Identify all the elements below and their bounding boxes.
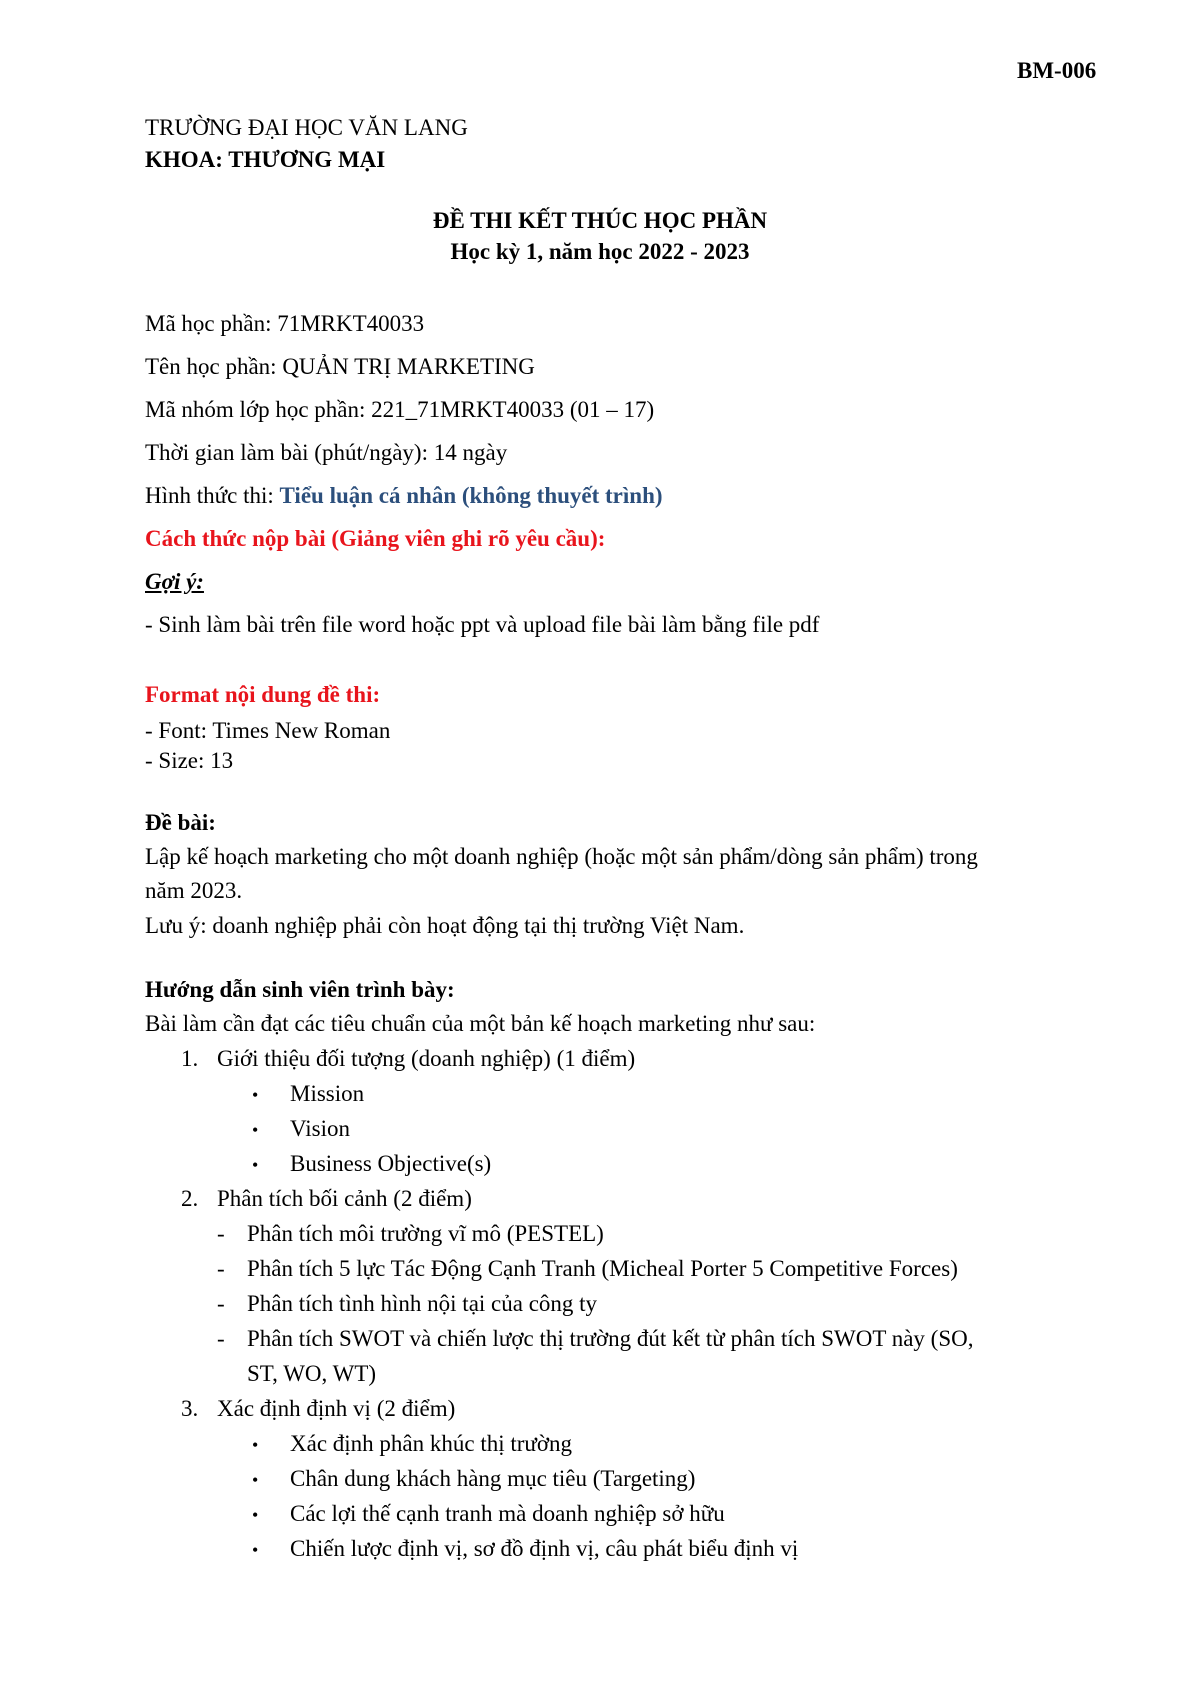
list-item: Chiến lược định vị, sơ đồ định vị, câu phát biểu định vị <box>290 1536 799 1561</box>
guide-heading: Hướng dẫn sinh viên trình bày: <box>145 977 455 1002</box>
bullet-icon: • <box>252 1435 259 1455</box>
section-3-item-1 <box>252 1429 572 1460</box>
section-number: 1. <box>181 1046 199 1071</box>
hint-text: - Sinh làm bài trên file word hoặc ppt và upload file bài làm bằng file pdf <box>145 612 820 637</box>
list-item: Các lợi thế cạnh tranh mà doanh nghiệp sở hữu <box>290 1501 725 1526</box>
section-number: 2. <box>181 1186 199 1211</box>
exam-format-label: Hình thức thi: <box>145 483 280 508</box>
document-code: BM-006 <box>1017 58 1097 83</box>
course-name: Tên học phần: QUẢN TRỊ MARKETING <box>145 354 535 379</box>
section-2-item-4-continued: ST, WO, WT) <box>247 1361 377 1386</box>
section-1-title <box>181 1044 635 1074</box>
list-item: Phân tích môi trường vĩ mô (PESTEL) <box>247 1221 604 1246</box>
exam-duration: Thời gian làm bài (phút/ngày): 14 ngày <box>145 440 508 465</box>
bullet-icon: • <box>252 1120 259 1140</box>
section-3-item-3 <box>252 1499 725 1530</box>
submission-heading: Cách thức nộp bài (Giảng viên ghi rõ yêu cầu): <box>145 526 606 551</box>
course-code: Mã học phần: 71MRKT40033 <box>145 311 425 336</box>
section-2-item-2 <box>217 1254 958 1284</box>
section-2-item-4 <box>217 1324 974 1354</box>
hint-label: Gợi ý: <box>145 569 204 594</box>
section-2-item-1 <box>217 1219 604 1249</box>
bullet-icon: • <box>252 1540 259 1560</box>
list-item: Chân dung khách hàng mục tiêu (Targeting) <box>290 1466 696 1491</box>
exam-format-value: Tiểu luận cá nhân (không thuyết trình) <box>279 483 663 508</box>
dash-icon: - <box>217 1256 225 1281</box>
bullet-icon: • <box>252 1085 259 1105</box>
section-2-title <box>181 1184 472 1214</box>
bullet-icon: • <box>252 1470 259 1490</box>
dash-icon: - <box>217 1291 225 1316</box>
list-item: Vision <box>290 1116 350 1141</box>
format-heading: Format nội dung đề thi: <box>145 682 381 707</box>
list-item: Xác định phân khúc thị trường <box>290 1431 573 1456</box>
bullet-icon: • <box>252 1155 259 1175</box>
section-1-item-1 <box>252 1079 364 1110</box>
assignment-note: Lưu ý: doanh nghiệp phải còn hoạt động tại thị trường Việt Nam. <box>145 913 745 938</box>
section-3-item-4 <box>252 1534 798 1565</box>
university-name: TRƯỜNG ĐẠI HỌC VĂN LANG <box>145 115 468 140</box>
format-font: - Font: Times New Roman <box>145 718 391 743</box>
section-title: Xác định định vị (2 điểm) <box>217 1396 456 1421</box>
list-item: Phân tích SWOT và chiến lược thị trường đút kết từ phân tích SWOT này (SO, <box>247 1326 974 1351</box>
bullet-icon: • <box>252 1505 259 1525</box>
guide-intro: Bài làm cần đạt các tiêu chuẩn của một bản kế hoạch marketing như sau: <box>145 1011 816 1036</box>
exam-title: ĐỀ THI KẾT THÚC HỌC PHẦN <box>432 208 768 233</box>
section-3-title <box>181 1394 455 1424</box>
group-code: Mã nhóm lớp học phần: 221_71MRKT40033 (01 – 17) <box>145 397 655 422</box>
section-3-item-2 <box>252 1464 695 1495</box>
section-1-item-3 <box>252 1149 491 1180</box>
list-item: Mission <box>290 1081 365 1106</box>
list-item: Phân tích 5 lực Tác Động Cạnh Tranh (Micheal Porter 5 Competitive Forces) <box>247 1256 958 1281</box>
assignment-heading: Đề bài: <box>145 810 216 835</box>
exam-format <box>145 481 663 511</box>
dash-icon: - <box>217 1326 225 1351</box>
section-number: 3. <box>181 1396 199 1421</box>
exam-subtitle: Học kỳ 1, năm học 2022 - 2023 <box>450 239 750 264</box>
assignment-line-2: năm 2023. <box>145 878 243 903</box>
section-2-item-3 <box>217 1289 597 1319</box>
section-1-item-2 <box>252 1114 350 1145</box>
section-title: Phân tích bối cảnh (2 điểm) <box>217 1186 472 1211</box>
list-item: Business Objective(s) <box>290 1151 492 1176</box>
dash-icon: - <box>217 1221 225 1246</box>
section-title: Giới thiệu đối tượng (doanh nghiệp) (1 điểm) <box>217 1046 636 1071</box>
faculty-name: KHOA: THƯƠNG MẠI <box>145 147 386 172</box>
format-size: - Size: 13 <box>145 748 234 773</box>
list-item: Phân tích tình hình nội tại của công ty <box>247 1291 598 1316</box>
assignment-line-1: Lập kế hoạch marketing cho một doanh nghiệp (hoặc một sản phẩm/dòng sản phẩm) trong <box>145 844 978 869</box>
